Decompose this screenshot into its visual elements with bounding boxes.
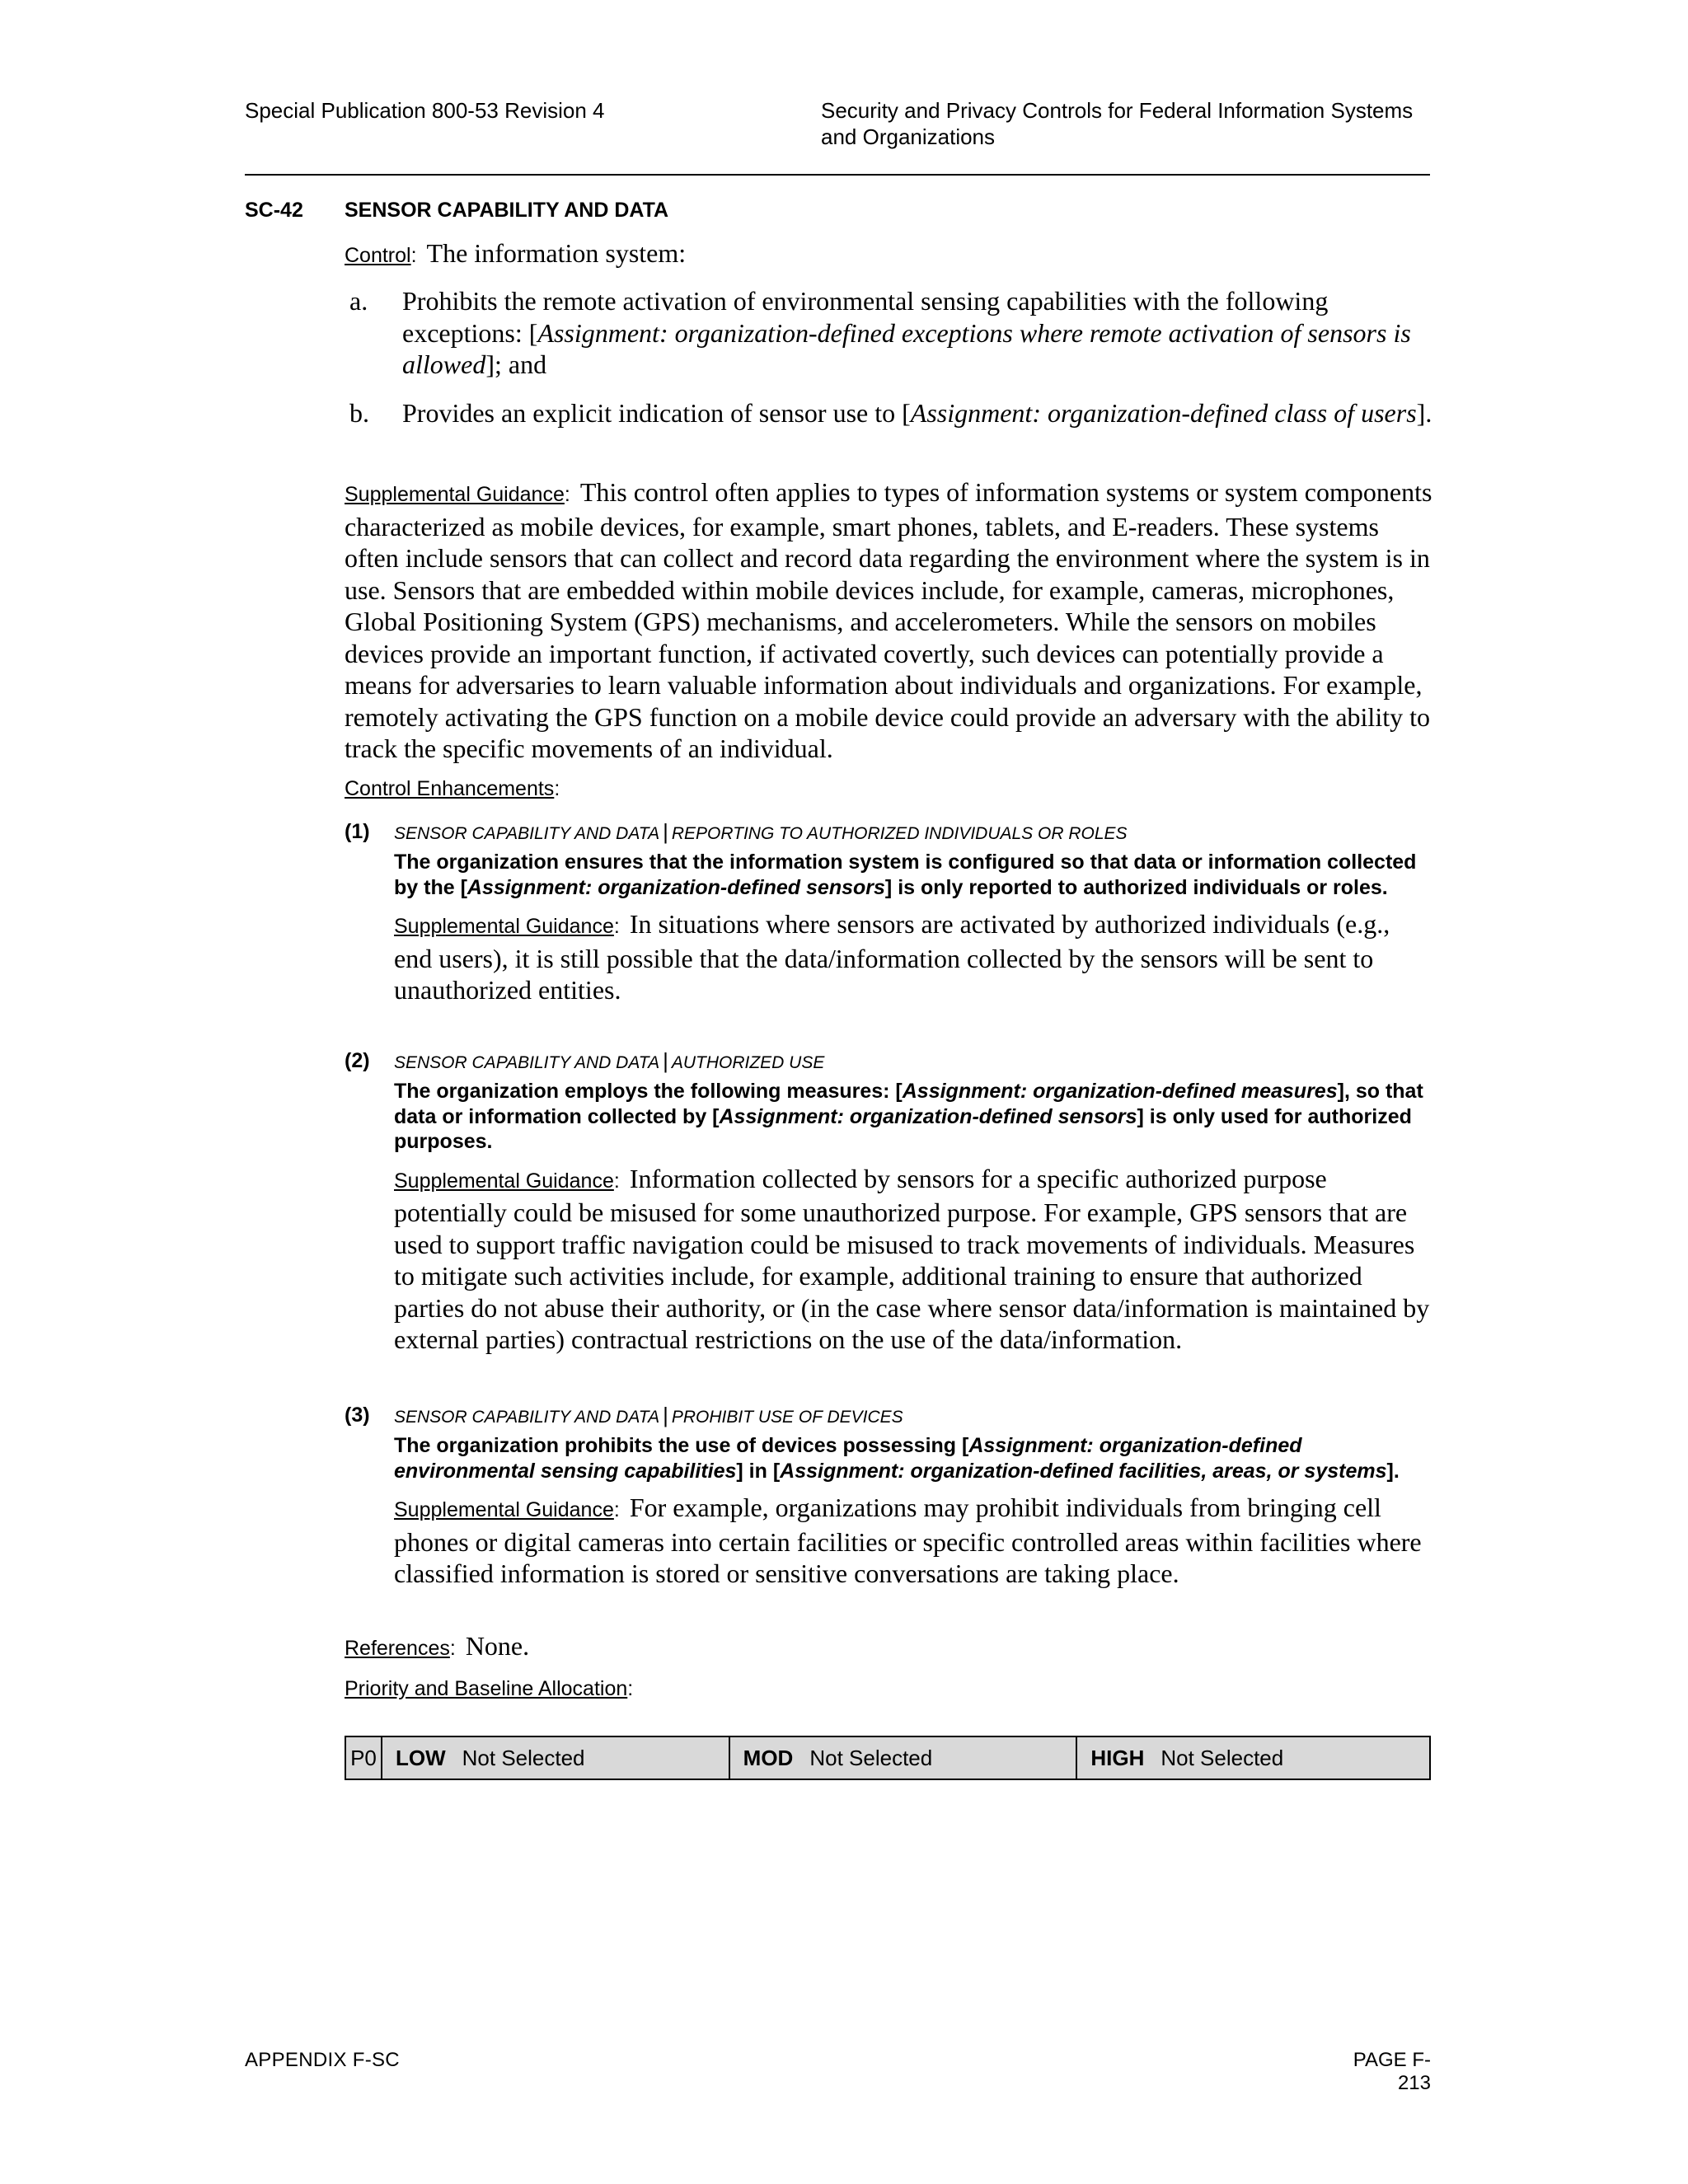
enhancement-statement: [394, 850, 1432, 900]
enhancement-heading-sub: AUTHORIZED USE: [671, 1053, 825, 1072]
enhancements-label: Control Enhancements: [345, 777, 555, 800]
enhancement-number: (2): [345, 1049, 370, 1072]
stmt-assignment: Assignment: organization-defined facilities, areas, or systems: [780, 1459, 1387, 1483]
enhancement-number: (3): [345, 1404, 370, 1427]
enhancement-heading-main: SENSOR CAPABILITY AND DATA: [394, 1408, 660, 1427]
supplemental-guidance: Supplemental Guidance: This control often applies to types of information systems or system components characterized as mobile devices, for example, smart phones, tablets, and E-readers. These systems often include sensors that can collect and record data regarding the environment where the system is in use. Sensors that are embedded within mobile devices include, for example, cameras, microphones, Global Positioning System (GPS) mechanisms, and accelerometers. While the sensors on mobiles devices provide an important function, if activated covertly, such devices can potentially provide a means for adversaries to learn valuable information about individuals and organizations. For example, remotely activating the GPS function on a mobile device could provide an adversary with the ability to track the specific movements of an individual.: [345, 477, 1432, 763]
running-header-right: [821, 97, 1447, 150]
footer-page-number: PAGE F-213: [1353, 2049, 1431, 2094]
references-label: References: [345, 1637, 450, 1660]
priority-heading: Priority and Baseline Allocation:: [345, 1677, 634, 1700]
control-intro: The information system:: [426, 238, 687, 268]
references-text: None.: [465, 1631, 530, 1661]
control-label: Control: [345, 244, 411, 267]
header-right-line1: Security and Privacy Controls for Federal Information Systems: [821, 98, 1414, 123]
header-right-line2: and Organizations: [821, 124, 996, 149]
high-label: HIGH: [1090, 1745, 1145, 1770]
control-item-a: [345, 285, 1432, 381]
supplemental-label: Supplemental Guidance: [394, 1169, 614, 1193]
high-value: Not Selected: [1160, 1745, 1284, 1770]
enhancement-heading-main: SENSOR CAPABILITY AND DATA: [394, 1053, 660, 1072]
item-text-end: ]; and: [485, 349, 547, 379]
enhancement-supplemental: Supplemental Guidance: In situations where sensors are activated by authorized individuals (e.g., end users), it is still possible that the data/information collected by the sensors will be sent to unauthorized entities.: [394, 909, 1390, 1005]
mod-label: MOD: [743, 1745, 794, 1770]
item-text-end: ].: [1416, 398, 1432, 428]
supplemental-text: Information collected by sensors for a specific authorized purpose potentially could be misused for some unauthorized purpose. For example, GPS sensors that are used to support traffic navigation could be misused to track movements of individuals. Measures to mitigate such activities include, for example, additional training to ensure that authorized parties do not abuse their authority, or (in the case where sensor data/information is maintained by external parties) contractual restrictions on the use of the data/information.: [394, 1163, 1430, 1354]
enhancement-2: [345, 1048, 1432, 1356]
low-label: LOW: [396, 1745, 446, 1770]
priority-label: Priority and Baseline Allocation: [345, 1677, 628, 1700]
supplemental-text: For example, organizations may prohibit individuals from bringing cell phones or digital cameras into certain facilities or specific controlled areas within facilities where classified information is stored or sensitive conversations are taking place.: [394, 1493, 1422, 1588]
priority-code: P0: [345, 1736, 382, 1779]
item-marker: b.: [349, 398, 369, 428]
enhancement-statement: [394, 1433, 1432, 1483]
control-statement: Control: The information system:: [345, 238, 687, 268]
enhancement-1: [345, 819, 1432, 1006]
high-baseline-cell: [1076, 1736, 1430, 1779]
baseline-allocation-table: [345, 1736, 1431, 1780]
low-baseline-cell: [382, 1736, 729, 1779]
enhancement-heading-sub: REPORTING TO AUTHORIZED INDIVIDUALS OR ROLES: [671, 824, 1128, 843]
enhancement-heading: SENSOR CAPABILITY AND DATA | PROHIBIT USE OF DEVICES: [394, 1403, 903, 1427]
footer-appendix: APPENDIX F-SC: [245, 2049, 400, 2071]
stmt-part: ] is only used for authorized purposes.: [394, 1104, 1412, 1153]
header-divider: [245, 174, 1430, 176]
enhancement-heading-sub: PROHIBIT USE OF DEVICES: [671, 1408, 903, 1427]
enhancement-statement: [394, 1079, 1432, 1155]
supplemental-label: Supplemental Guidance: [394, 915, 614, 938]
mod-value: Not Selected: [809, 1745, 933, 1770]
running-header-left: Special Publication 800-53 Revision 4: [245, 98, 605, 123]
stmt-part: ].: [1386, 1459, 1400, 1483]
stmt-part: The organization ensures that the information system is configured so that data or information collected by the [: [394, 851, 1417, 899]
references: References: None.: [345, 1631, 530, 1661]
control-id: SC-42: [245, 199, 303, 222]
control-enhancements-heading: Control Enhancements:: [345, 777, 560, 800]
stmt-assignment: Assignment: organization-defined environmental sensing capabilities: [394, 1434, 1302, 1483]
stmt-part: ] in [: [736, 1459, 781, 1483]
enhancement-supplemental: Supplemental Guidance: Information collected by sensors for a specific authorized purpose potentially could be misused for some unauthorized purpose. For example, GPS sensors that are used to support traffic navigation could be misused to track movements of individuals. Measures to mitigate such activities include, for example, additional training to ensure that authorized parties do not abuse their authority, or (in the case where sensor data/information is maintained by external parties) contractual restrictions on the use of the data/information.: [394, 1163, 1430, 1354]
supplemental-text: This control often applies to types of information systems or system components characterized as mobile devices, for example, smart phones, tablets, and E-readers. These systems often include sensors that can collect and record data regarding the environment where the system is in use. Sensors that are embedded within mobile devices include, for example, cameras, microphones, Global Positioning System (GPS) mechanisms, and accelerometers. While the sensors on mobiles devices provide an important function, if activated covertly, such devices can potentially provide a means for adversaries to learn valuable information about individuals and organizations. For example, remotely activating the GPS function on a mobile device could provide an adversary with the ability to track the specific movements of an individual.: [345, 477, 1432, 763]
enhancement-heading-main: SENSOR CAPABILITY AND DATA: [394, 824, 660, 843]
supplemental-text: In situations where sensors are activated by authorized individuals (e.g., end users), it is still possible that the data/information collected by the sensors will be sent to unauthorized entities.: [394, 909, 1390, 1005]
stmt-assignment: Assignment: organization-defined sensors: [719, 1104, 1137, 1128]
item-text: Provides an explicit indication of sensor use to [: [402, 398, 911, 428]
item-assignment: Assignment: organization-defined class of users: [910, 398, 1417, 428]
mod-baseline-cell: [729, 1736, 1077, 1779]
enhancement-number: (1): [345, 820, 370, 843]
control-title: SENSOR CAPABILITY AND DATA: [345, 199, 669, 222]
item-assignment: Assignment: organization-defined exceptions where remote activation of sensors is allowed: [402, 317, 1411, 379]
stmt-part: ] is only reported to authorized individuals or roles.: [884, 875, 1388, 899]
supplemental-label: Supplemental Guidance: [345, 483, 565, 506]
stmt-part: The organization employs the following measures: [: [394, 1080, 903, 1103]
control-item-b: [345, 397, 1432, 429]
low-value: Not Selected: [462, 1745, 585, 1770]
stmt-part: The organization prohibits the use of devices possessing [: [394, 1434, 969, 1457]
stmt-part: ], so that data or information collected by [: [394, 1080, 1423, 1128]
enhancement-supplemental: Supplemental Guidance: For example, organizations may prohibit individuals from bringing cell phones or digital cameras into certain facilities or specific controlled areas within facilities where classified information is stored or sensitive conversations are taking place.: [394, 1493, 1422, 1588]
stmt-assignment: Assignment: organization-defined measures: [902, 1080, 1338, 1103]
item-text: Prohibits the remote activation of environmental sensing capabilities with the following exceptions: [: [402, 286, 1329, 348]
enhancement-heading: SENSOR CAPABILITY AND DATA | REPORTING TO AUTHORIZED INDIVIDUALS OR ROLES: [394, 819, 1128, 844]
table-row: [345, 1736, 1430, 1779]
stmt-assignment: Assignment: organization-defined sensors: [467, 875, 885, 899]
enhancement-heading: SENSOR CAPABILITY AND DATA | AUTHORIZED USE: [394, 1048, 825, 1073]
item-marker: a.: [349, 286, 368, 316]
supplemental-label: Supplemental Guidance: [394, 1498, 614, 1521]
enhancement-3: [345, 1403, 1432, 1590]
